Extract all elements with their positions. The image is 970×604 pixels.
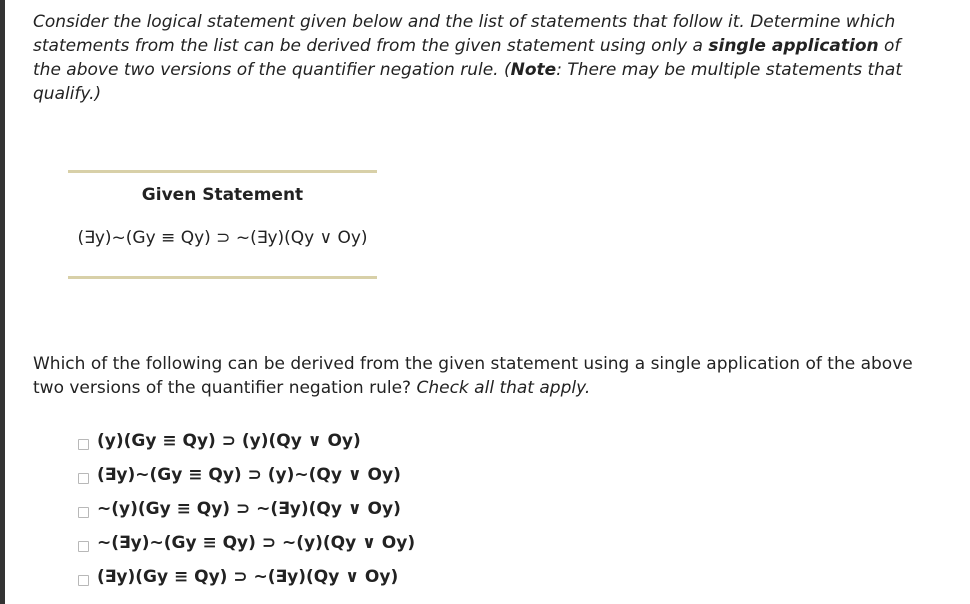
intro-text-3: : There may be multiple statements that qualify.)	[33, 60, 903, 104]
answer-option-3[interactable]	[78, 492, 778, 526]
option-4-label[interactable]: ~(∃y)~(Gy ≡ Qy) ⊃ ~(y)(Qy ∨ Oy)	[97, 533, 416, 553]
option-1-checkbox[interactable]	[78, 439, 89, 450]
answer-option-1[interactable]	[78, 424, 778, 458]
given-box-bottom-rule	[68, 276, 377, 279]
option-2-checkbox[interactable]	[78, 473, 89, 484]
intro-note-label: Note	[510, 60, 557, 80]
given-statement-title: Given Statement	[141, 185, 304, 205]
option-5-checkbox[interactable]	[78, 575, 89, 586]
answer-options-list	[78, 424, 778, 594]
intro-emphasis-single-application: single application	[708, 36, 879, 56]
question-text: Which of the following can be derived from the given statement using a single application of the above two versions of the quantifier negation rule?	[33, 354, 913, 398]
option-4-checkbox[interactable]	[78, 541, 89, 552]
given-box-top-rule	[68, 170, 377, 173]
intro-text-2: of the above two versions of the quantifier negation rule. (	[33, 36, 901, 80]
option-3-label[interactable]: ~(y)(Gy ≡ Qy) ⊃ ~(∃y)(Qy ∨ Oy)	[97, 499, 401, 519]
question-prompt	[33, 352, 933, 400]
answer-option-5[interactable]	[78, 560, 778, 594]
option-1-label[interactable]: (y)(Gy ≡ Qy) ⊃ (y)(Qy ∨ Oy)	[97, 431, 361, 451]
answer-option-4[interactable]	[78, 526, 778, 560]
intro-text-1: Consider the logical statement given below and the list of statements that follow it. Determine which statements from the list can be derived from the given statement using only a	[33, 12, 896, 56]
answer-option-2[interactable]	[78, 458, 778, 492]
given-statement-formula: (∃y)~(Gy ≡ Qy) ⊃ ~(∃y)(Qy ∨ Oy)	[77, 228, 368, 248]
instructions-paragraph	[33, 10, 933, 106]
option-5-label[interactable]: (∃y)(Gy ≡ Qy) ⊃ ~(∃y)(Qy ∨ Oy)	[97, 567, 399, 587]
left-border-bar	[0, 0, 5, 604]
option-3-checkbox[interactable]	[78, 507, 89, 518]
question-instruction: Check all that apply.	[416, 378, 591, 398]
option-2-label[interactable]: (∃y)~(Gy ≡ Qy) ⊃ (y)~(Qy ∨ Oy)	[97, 465, 401, 485]
given-statement-box	[68, 170, 377, 280]
